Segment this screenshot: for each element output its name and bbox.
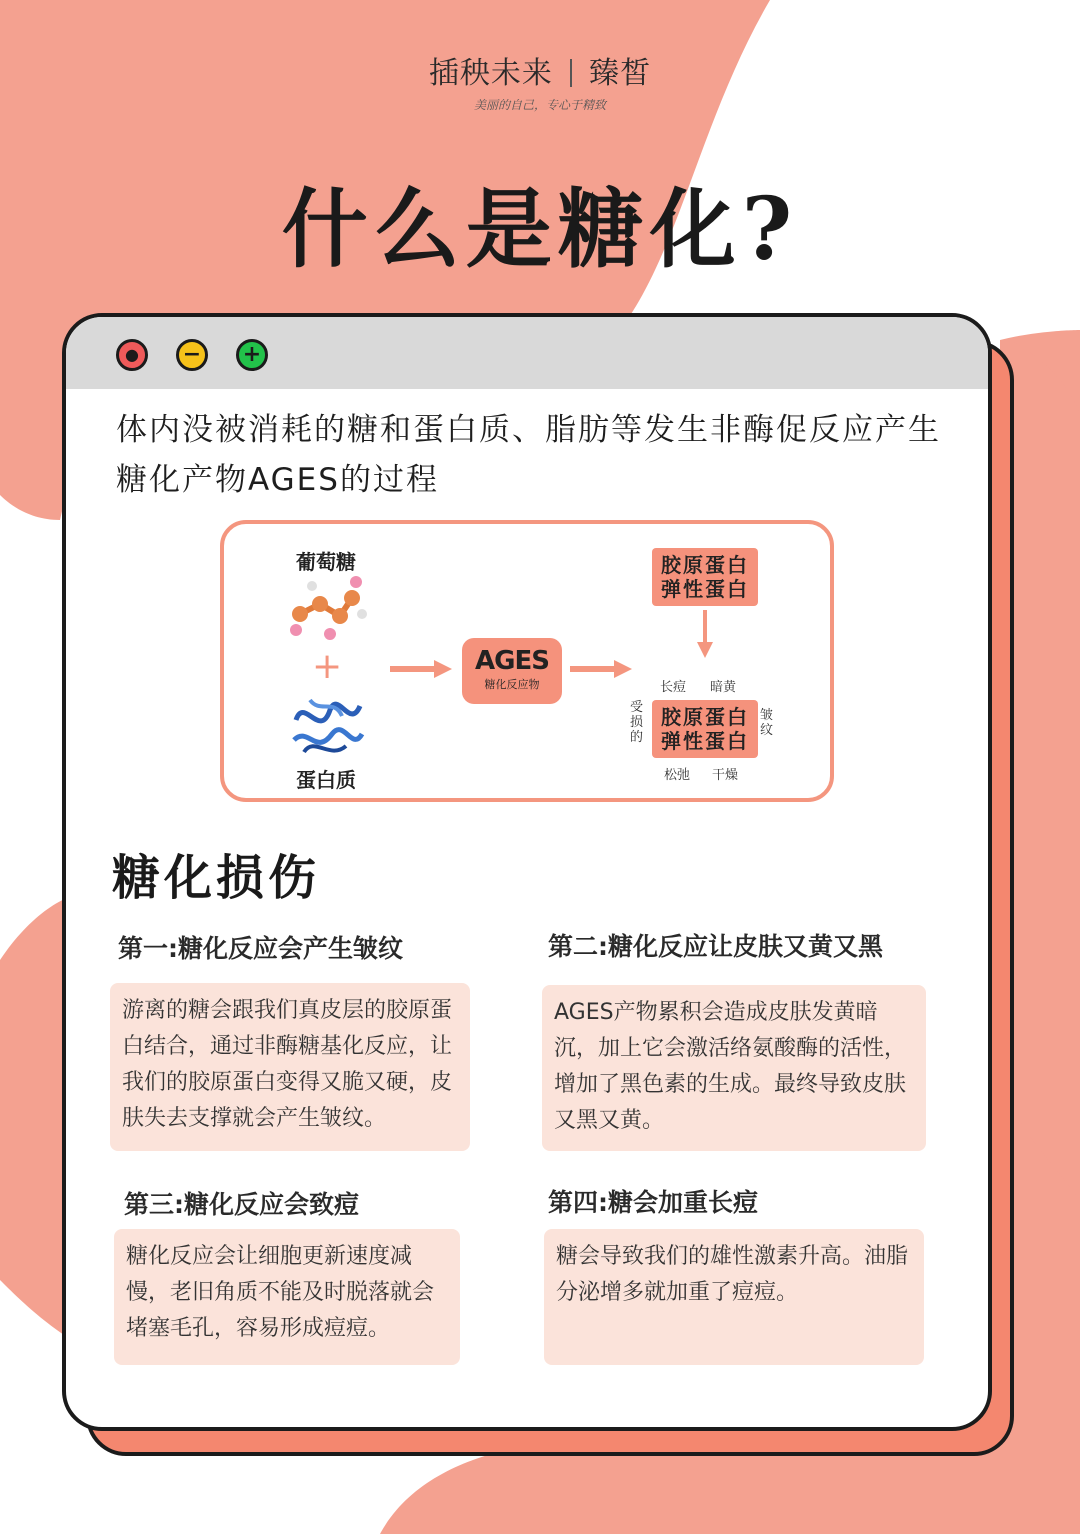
- tag-wrinkles: 皱纹: [760, 708, 774, 738]
- glycation-diagram: [220, 520, 834, 802]
- brand-sub: 臻皙: [589, 56, 652, 91]
- brand-name: 插秧未来: [428, 56, 553, 91]
- tag-damaged: 受损的: [630, 700, 644, 745]
- collagen-box-top: [652, 548, 758, 606]
- tag-dry: 干燥: [712, 768, 739, 783]
- maximize-dot-icon[interactable]: +: [236, 339, 268, 371]
- elastin-label: 弹性蛋白: [661, 729, 749, 753]
- tag-dull: 暗黄: [710, 680, 737, 695]
- protein-label: 蛋白质: [296, 768, 356, 792]
- card-body-2: AGES产物累积会造成皮肤发黄暗沉，加上它会激活络氨酸酶的活性，增加了黑色素的生成。最终导致皮肤又黑又黄。: [542, 985, 926, 1151]
- card-body-1: 游离的糖会跟我们真皮层的胶原蛋白结合，通过非酶糖基化反应，让我们的胶原蛋白变得又脆又硬，皮肤失去支撑就会产生皱纹。: [110, 983, 470, 1151]
- brand-divider: [570, 59, 572, 87]
- arrow-right-icon: [390, 658, 454, 680]
- minimize-dot-icon[interactable]: −: [176, 339, 208, 371]
- collagen-label: 胶原蛋白: [661, 553, 749, 577]
- card-body-3: 糖化反应会让细胞更新速度减慢，老旧角质不能及时脱落就会堵塞毛孔，容易形成痘痘。: [114, 1229, 460, 1365]
- card-heading-4: 第四:糖会加重长痘: [548, 1188, 758, 1217]
- collagen-label: 胶原蛋白: [661, 705, 749, 729]
- elastin-label: 弹性蛋白: [661, 577, 749, 601]
- card-heading-3: 第三:糖化反应会致痘: [124, 1190, 359, 1219]
- ages-title: AGES: [475, 646, 549, 676]
- brand-logo: [0, 48, 1080, 92]
- section-title: 糖化损伤: [112, 850, 321, 906]
- brand-slogan: 美丽的自己，专心于精致: [473, 98, 606, 112]
- arrow-right-icon: [570, 658, 634, 680]
- collagen-box-bottom: [652, 700, 758, 758]
- page-title: 什么是糖化?: [281, 179, 799, 280]
- arrow-down-icon: [694, 610, 716, 660]
- protein-structure-icon: [290, 690, 366, 760]
- ages-subtitle: 糖化反应物: [484, 678, 540, 691]
- card-heading-2: 第二:糖化反应让皮肤又黄又黑: [548, 932, 883, 961]
- tag-sagging: 松弛: [664, 768, 691, 783]
- plus-sign: +: [312, 646, 343, 687]
- ages-box: [462, 638, 562, 704]
- content-window: [62, 313, 992, 1431]
- window-titlebar: [66, 317, 988, 389]
- intro-text: 体内没被消耗的糖和蛋白质、脂肪等发生非酶促反应产生糖化产物AGES的过程: [116, 412, 941, 498]
- card-heading-1: 第一:糖化反应会产生皱纹: [118, 934, 403, 963]
- close-dot-icon[interactable]: ●: [116, 339, 148, 371]
- brand-header: [0, 48, 1080, 113]
- card-body-4: 糖会导致我们的雄性激素升高。油脂分泌增多就加重了痘痘。: [544, 1229, 924, 1365]
- glucose-label: 葡萄糖: [296, 550, 356, 574]
- glucose-molecule-icon: [290, 574, 370, 644]
- tag-acne: 长痘: [660, 680, 687, 695]
